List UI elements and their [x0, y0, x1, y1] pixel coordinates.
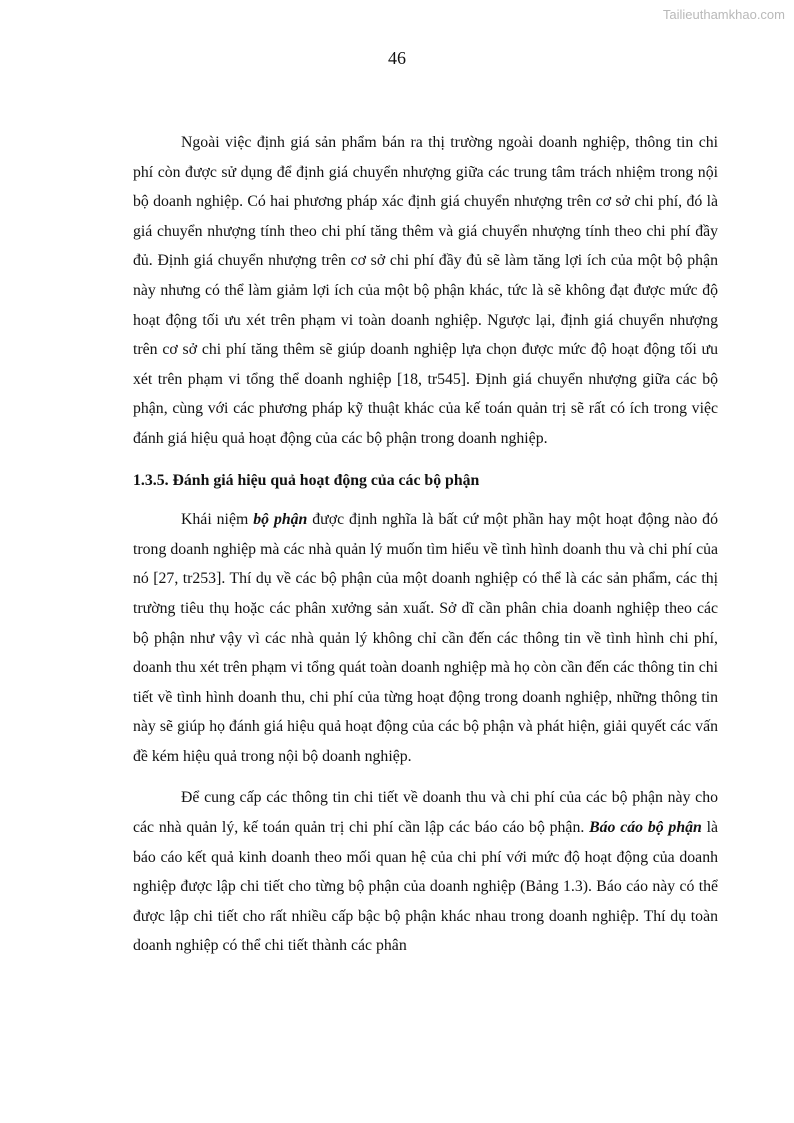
paragraph-text: Khái niệm	[181, 511, 254, 529]
section-heading: 1.3.5. Đánh giá hiệu quả hoạt động của các bộ phận	[133, 471, 480, 489]
term-emphasis: Báo cáo bộ phận	[589, 819, 702, 837]
paragraph-text: được định nghĩa là bất cứ một phần hay một hoạt động nào đó trong doanh nghiệp mà các nhà quản lý muốn tìm hiểu về tình hình doanh thu và chi phí của nó [27, tr253]. Thí dụ về các bộ phận của một doanh nghiệp có thể là các sản phẩm, các thị trường tiêu thụ hoặc các phân xưởng sản xuất. Sở dĩ cần phân chia doanh nghiệp theo các bộ phận như vậy vì các nhà quản lý không chỉ cần đến các thông tin về tình hình chi phí, doanh thu xét trên phạm vi tổng quát toàn doanh nghiệp mà họ còn cần đến các thông tin chi tiết về tình hình doanh thu, chi phí của từng hoạt động trong doanh nghiệp, những thông tin này sẽ giúp họ đánh giá hiệu quả hoạt động của các bộ phận và phát hiện, giải quyết các vấn đề kém hiệu quả trong nội bộ doanh nghiệp.	[133, 511, 718, 765]
paragraph-text: là báo cáo kết quả kinh doanh theo mối quan hệ của chi phí với mức độ hoạt động của doanh nghiệp được lập chi tiết cho từng bộ phận của doanh nghiệp (Bảng 1.3). Báo cáo này có thể được lập chi tiết cho rất nhiều cấp bậc bộ phận khác nhau trong doanh nghiệp. Thí dụ toàn doanh nghiệp có thể chi tiết thành các phân	[133, 819, 718, 955]
watermark: Tailieuthamkhao.com	[662, 7, 785, 22]
paragraph-text: Để cung cấp các thông tin chi tiết về doanh thu và chi phí của các bộ phận này cho các nhà quản lý, kế toán quản trị chi phí cần lập các báo cáo bộ phận.	[133, 789, 718, 837]
paragraph-segment-report	[133, 783, 718, 961]
page-body	[133, 128, 718, 961]
paragraph-transfer-pricing: Ngoài việc định giá sản phẩm bán ra thị trường ngoài doanh nghiệp, thông tin chi phí còn được sử dụng để định giá chuyển nhượng giữa các trung tâm trách nhiệm trong nội bộ doanh nghiệp. Có hai phương pháp xác định giá chuyển nhượng trên cơ sở chi phí, đó là giá chuyển nhượng tính theo chi phí tăng thêm và giá chuyển nhượng tính theo chi phí đầy đủ. Định giá chuyển nhượng trên cơ sở chi phí đầy đủ sẽ làm tăng lợi ích của một bộ phận này nhưng có thể làm giảm lợi ích của một bộ phận khác, tức là sẽ không đạt được mức độ hoạt động tối ưu xét trên phạm vi toàn doanh nghiệp. Ngược lại, định giá chuyển nhượng trên cơ sở chi phí tăng thêm sẽ giúp doanh nghiệp lựa chọn được mức độ hoạt động tối ưu xét trên phạm vi tổng thể doanh nghiệp [18, tr545]. Định giá chuyển nhượng giữa các bộ phận, cùng với các phương pháp kỹ thuật khác của kế toán quản trị sẽ rất có ích trong việc đánh giá hiệu quả hoạt động của các bộ phận trong doanh nghiệp.	[133, 134, 718, 447]
page-number: 46	[388, 48, 406, 68]
paragraph-segment-definition	[133, 505, 718, 771]
term-emphasis: bộ phận	[253, 511, 308, 529]
